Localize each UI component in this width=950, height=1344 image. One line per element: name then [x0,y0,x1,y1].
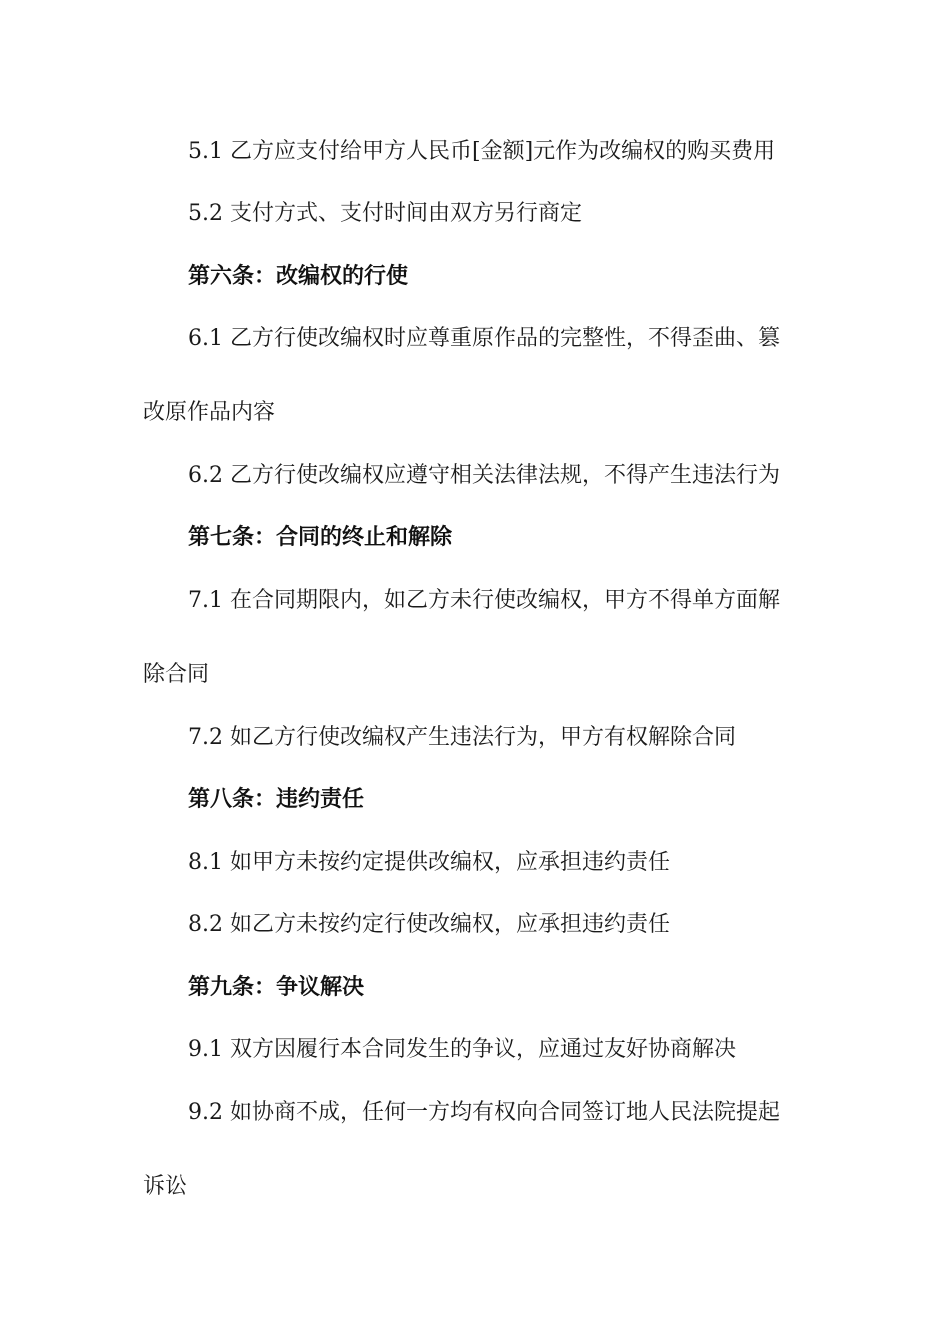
clause-8-2: 8.2 如乙方未按约定行使改编权，应承担违约责任 [188,912,670,937]
article-8-heading: 第八条：违约责任 [188,787,365,812]
article-6-heading: 第六条：改编权的行使 [188,264,409,289]
article-9-heading: 第九条：争议解决 [188,975,365,1000]
clause-9-2: 9.2 如协商不成，任何一方均有权向合同签订地人民法院提起 [188,1100,780,1125]
clause-9-1: 9.1 双方因履行本合同发生的争议，应通过友好协商解决 [188,1037,736,1062]
article-7-heading: 第七条：合同的终止和解除 [188,525,453,550]
clause-6-1-continued: 改原作品内容 [143,400,276,425]
clause-5-2: 5.2 支付方式、支付时间由双方另行商定 [188,201,582,226]
clause-5-1: 5.1 乙方应支付给甲方人民币[金额]元作为改编权的购买费用 [188,139,776,164]
clause-7-1: 7.1 在合同期限内，如乙方未行使改编权，甲方不得单方面解 [188,588,780,613]
clause-6-2: 6.2 乙方行使改编权应遵守相关法律法规，不得产生违法行为 [188,463,780,488]
clause-6-1: 6.1 乙方行使改编权时应尊重原作品的完整性，不得歪曲、篡 [188,326,780,351]
clause-7-2: 7.2 如乙方行使改编权产生违法行为，甲方有权解除合同 [188,725,736,750]
clause-7-1-continued: 除合同 [143,662,210,687]
clause-8-1: 8.1 如甲方未按约定提供改编权，应承担违约责任 [188,850,670,875]
clause-9-2-continued: 诉讼 [143,1174,188,1199]
